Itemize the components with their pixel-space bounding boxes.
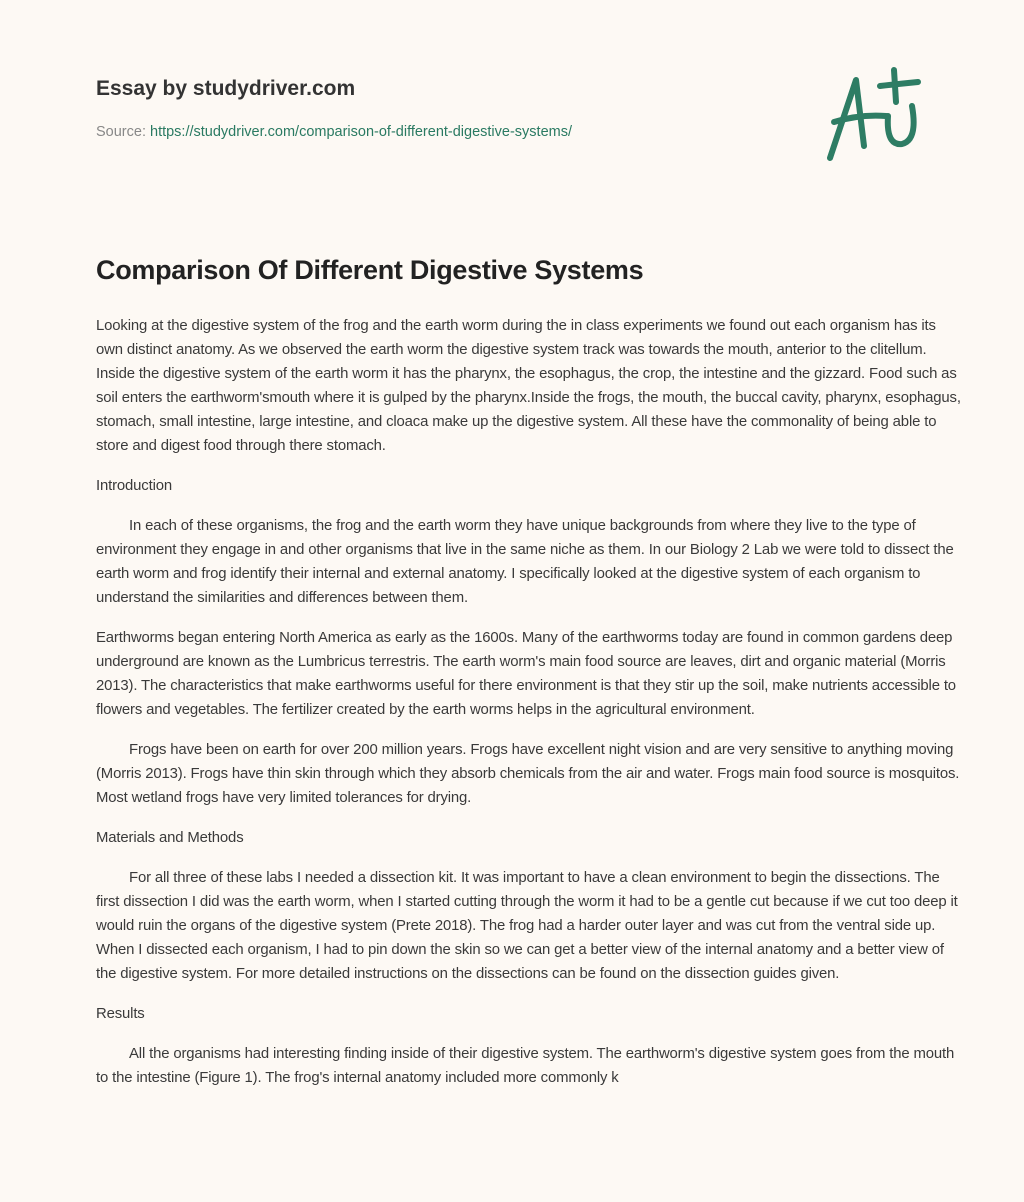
essay-title: Comparison Of Different Digestive Systems — [96, 255, 644, 285]
paragraph: Earthworms began entering North America as early as the 1600s. Many of the earthworms today are found in common gardens deep underground are known as the Lumbricus terrestris. The earth worm's main food source are leaves, dirt and organic material (Morris 2013). The characteristics that make earthworms useful for there environment is that they stir up the soil, make nutrients accessible to flowers and vegetables. The fertilizer created by the earth worms helps in the agricultural environment. — [96, 630, 956, 718]
source-link[interactable]: https://studydriver.com/comparison-of-different-digestive-systems/ — [150, 124, 573, 140]
brand-title: Essay by studydriver.com — [96, 77, 356, 100]
paragraph: Frogs have been on earth for over 200 million years. Frogs have excellent night vision and are very sensitive to anything moving (Morris 2013). Frogs have thin skin through which they absorb chemicals from the air and water. Frogs main food source is mosquitos. Most wetland frogs have very limited tolerances for drying. — [96, 742, 960, 806]
essay-body — [96, 314, 962, 1106]
paragraph: Looking at the digestive system of the frog and the earth worm during the in class experiments we found out each organism has its own distinct anatomy. As we observed the earth worm the digestive system track was towards the mouth, anterior to the clitellum. Inside the digestive system of the earth worm it has the pharynx, the esophagus, the crop, the intestine and the gizzard. Food such as soil enters the earthworm'smouth where it is gulped by the pharynx.Inside the frogs, the mouth, the buccal cavity, pharynx, esophagus, stomach, small intestine, large intestine, and cloaca make up the digestive system. All these have the commonality of being able to store and digest food through there stomach. — [96, 318, 961, 454]
section-heading-materials-methods: Materials and Methods — [96, 830, 244, 846]
paragraph: For all three of these labs I needed a dissection kit. It was important to have a clean environment to begin the dissections. The first dissection I did was the earth worm, when I started cutting through the worm it had to be a gentle cut because if we cut too deep it would ruin the organs of the digestive system (Prete 2018). The frog had a harder outer layer and was cut from the ventral side up. When I dissected each organism, I had to pin down the skin so we can get a better view of the internal anatomy and a better view of the digestive system. For more detailed instructions on the dissections can be found on the dissection guides given. — [96, 870, 958, 982]
paragraph: In each of these organisms, the frog and the earth worm they have unique backgrounds from where they live to the type of environment they engage in and other organisms that live in the same niche as them. In our Biology 2 Lab we were told to dissect the earth worm and frog identify their internal and external anatomy. I specifically looked at the digestive system of each organism to understand the similarities and differences between them. — [96, 518, 954, 606]
section-heading-introduction: Introduction — [96, 478, 173, 494]
source-line — [96, 124, 572, 140]
section-heading-results: Results — [96, 1006, 145, 1022]
paragraph: All the organisms had interesting finding inside of their digestive system. The earthworm's digestive system goes from the mouth to the intestine (Figure 1). The frog's internal anatomy included more commonly k — [96, 1046, 955, 1086]
source-label: Source: — [96, 124, 150, 140]
a-plus-logo-icon — [820, 66, 930, 166]
